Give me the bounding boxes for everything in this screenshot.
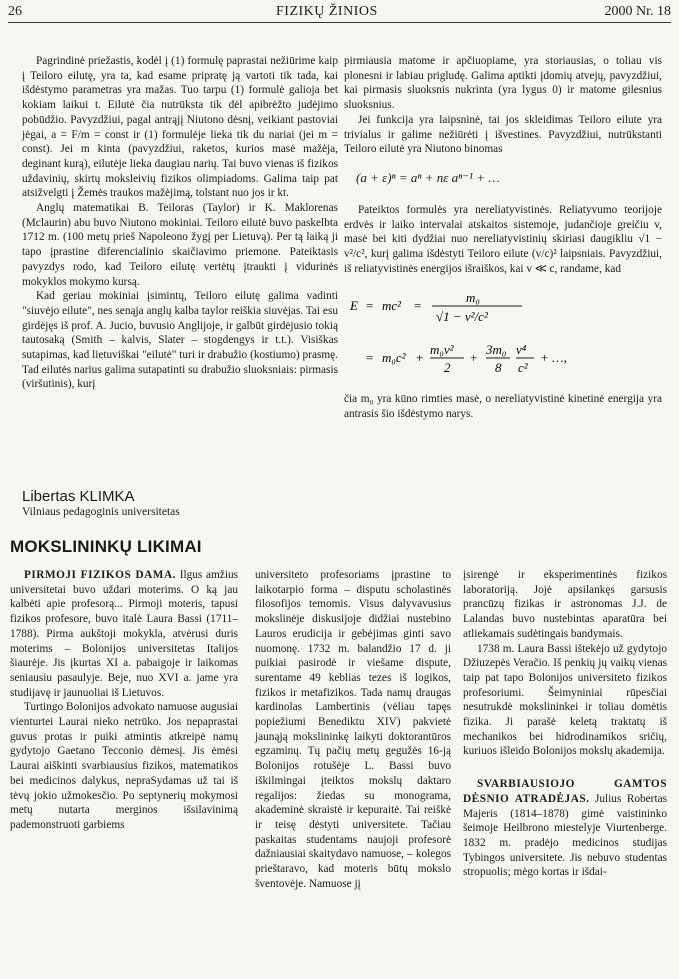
paragraph: įsirengė ir eksperimentinės fizikos laboratoriją. Jojė apsilankęs garsusis prancūzų fizikas ir astronomas J.J. de Lalandas buvo nustebintas aparatūra bei atliekamais sudėtingais bandymais. (463, 569, 667, 640)
page-header (0, 2, 679, 24)
run-in-heading: PIRMOJI FIZIKOS DAMA. (24, 569, 176, 581)
paragraph (463, 777, 667, 880)
formula-r2-den2a: 8 (495, 360, 502, 376)
formula-r2-den2b: c² (518, 360, 528, 376)
article2-column-1 (10, 568, 238, 833)
paragraph: Kad geriau mokiniai įsimintų, Teiloro eilutę galima vadinti "siuvėjo eilute", nes senąja anglų kalba taylor reiškia siuvėjas. Tai esu girdėjęs iš prof. A. Jucio, buvusio Anglijoje, ir galbūt girdėjusio tokią tautosaką (Smith – kalvis, Slater – stogdengys ir t.t.). Visiškas sutapimas, kad lietuviškai "eilutė" turi ir drabužio (kostiumo) prasmę. Tad eilutės narius galima sutapatinti su drabužio sluoksniais: pirmasis (viršutinis), kurį (22, 290, 338, 391)
section-title: MOKSLININKŲ LIKIMAI (10, 537, 202, 556)
formula-denominator: √1 − v²/c² (436, 309, 488, 325)
author-block (22, 488, 180, 518)
formula-r2-tail: + …, (540, 350, 567, 366)
formula-r2-num1: m₀v² (430, 342, 454, 358)
formula-r2-num2a: 3m₀ (486, 342, 507, 358)
paragraph: Turtingo Bolonijos advokato namuose augusiai vienturtei Laurai nieko netrūko. Jos nepaprastai guvus protas ir puiki atmintis atkreipė namų gydytojo Gaetano Tecconio dėmesį. Jis ėmėsi Laurai aiškinti svarbiausius fizikos, matematikos bei medicinos dalykus, nepraSydamas už tai iš tėvų jokio užmokesčio. Po septynerių mokymosi metų nutarta merginos išsilavinimą pademonstruoti garbiems (10, 701, 238, 831)
issue-label: 2000 Nr. 18 (604, 4, 671, 19)
paragraph: pirmiausia matome ir apčiuopiame, yra storiausias, o toliau vis plonesni ir labiau prigludę. Galima aptikti įdomių atvejų, pavyzdžiui, kai pirmasis sluoksnis nukrinta (yra lygus 0) ir matome gilesnius sluoksnius. (344, 55, 662, 112)
energy-formula (344, 284, 662, 384)
formula-m0: m₀ (466, 290, 480, 306)
binomial-formula (344, 165, 662, 195)
paragraph-text: Ilgus amžius universitetai buvo uždari moterims. O ką jau kalbėti apie profesorą... Pirmoji moteris, tapusi fizikos profesore, buvo italė Laura Bassi (1711–1788). Pirma aukštoji mokykla, atvėrusi duris moterims – Bolonijos universitetas Italijos šiaurėje. Jis įkurtas XI a. pabaigoje ir laikomas seniausiu pasaulyje. Beje, nuo XVI a. jame yra studijavę ir jaunuoliai iš Lietuvos. (10, 569, 239, 699)
article2-column-2 (255, 568, 451, 891)
journal-title: FIZIKŲ ŽINIOS (276, 4, 378, 19)
run-in-heading: SVARBIAUSIOJO GAMTOS DĖSNIO ATRADĖJAS. (463, 778, 667, 805)
formula-r2-num2b: v⁴ (516, 342, 527, 358)
paragraph: universiteto profesoriams įprastine to laikotarpio forma – disputu scholastinės filosofijos temomis. Visus dalyvavusius mokslinėje diskusijoje didžiai nustebino Lauros erudicija ir gebėjimas ginti savo nuomonę. 1732 m. balandžio 17 d. ji puikiai pasirodė ir viešame dispute, surentame 49 keblias tezes iš logikos, fizikos ir metafizikos. Tada namų draugas kardinolas Lambertinis (vėliau tapęs popiežiumi Benediktu XIV) pakvietė jaunąją mokslininkę laikyti doktorantūros egzaminų. Tų pačių metų gegužės 16-ją Bolonijos rotušėje L. Bassi buvo iškilmingai įteiktos mokslų daktaro regalijos: žiedas su monograma, akademinė skraistė ir kepuraitė. Tai reiškė ir teisę dėstyti universitete. Tačiau paskaitas studentams naujoji profesorė dažniausiai skaitydavo namuose, – kolegos prieštaravo, kad moteris būtų mokslo šventovėje. Namuose jį (255, 569, 451, 890)
article2-column-3 (463, 568, 667, 880)
formula-plus2: + (470, 350, 478, 366)
formula-text: (a + ε)ⁿ = aⁿ + nε aⁿ⁻¹ + … (356, 169, 500, 185)
author-name: Libertas KLIMKA (22, 488, 135, 505)
author-affiliation: Vilniaus pedagoginis universitetas (22, 506, 180, 518)
formula-e: E (350, 298, 358, 314)
formula-plus1: + (416, 350, 424, 366)
header-rule (8, 22, 671, 23)
paragraph: 1738 m. Laura Bassi ištekėjo už gydytojo Džiuzepės Veračio. Iš penkių jų vaikų vienas taip pat tapo Bolonijos universiteto fizikos profesoriumi. Šeimyniniai rūpesčiai nesutrukdė mokslininkei ir toliau domėtis fizika. Ji parašė keletą traktatų iš mechanikos bei hidrodinamikos sričių, kuriuos išleido Bolonijos mokslų akademija. (463, 642, 667, 758)
formula-r2-den1: 2 (444, 360, 451, 376)
formula-eq2: = (414, 298, 422, 314)
page-number: 26 (8, 4, 22, 19)
formula-eq1: = (366, 298, 374, 314)
formula-r2-a: m₀c² (382, 350, 406, 366)
article1-column-left (22, 54, 338, 392)
paragraph: Pateiktos formulės yra nereliatyvistinės. Reliatyvumo teorijoje erdvės ir laiko intervalai atskaitos sistemoje, judančioje greičiu v, masė bei kiti dydžiai nuo nereliatyvistinių skiriasi daugikliu √1 − v²/c², kurį galima išdėstyti Teiloro eilute (v/c)² laipsniais. Pavyzdžiui, iš reliatyvistinės energijos išraiškos, kai v ≪ c, randame, kad (344, 203, 662, 275)
energy-formula-svg (344, 284, 662, 384)
paragraph (10, 568, 238, 700)
paragraph-text: Julius Robertas Majeris (1814–1878) gimė vaistininko šeimoje Heilbrono miestelyje Viurtenberge. 1832 m. pradėjo medicinos studijas Tybingos universitete. Jis nebuvo studentas stropuolis; mėgo kortas ir išdai- (463, 792, 667, 879)
paragraph: čia m₀ yra kūno rimties masė, o nereliatyvistinė kinetinė energija yra antrasis šio išdėstymo narys. (344, 393, 662, 421)
formula-mc2: mc² (382, 298, 402, 314)
paragraph: Pagrindinė priežastis, kodėl į (1) formulę paprastai nežiūrime kaip į Teiloro eilutę, yra ta, kad esame pripratę ją vartoti tik tada, kai išdėstymo parametras yra mažas. Tuo tarpu (1) formulė galioja bet kokiam laikui t. Eilutė čia nutrūksta tik dėl apibrėžto judėjimo pobūdžio. Pavyzdžiui, pagal antrąjį Niutono dėsnį, veikiant pastoviai jėgai, a = F/m = const ir (1) formulėje lieka tik du nariai (jei m = const). Jei m kinta (pavyzdžiui, raketos, kurios masė mažėja, deginant kurą), eilutėje lieka daugiau narių. Tai buvo vienas iš fizikos uždavinių, skirtų moksleivių fizikos olimpiadoms. Galima taip pat atsižvelgti į Žemės traukos mažėjimą, tolstant nuo jos ir kt. (22, 55, 338, 200)
formula-eq3: = (366, 350, 374, 366)
paragraph: Anglų matematikai B. Teiloras (Taylor) ir K. Maklorenas (Mclaurin) abu buvo Niutono mokiniai. Teiloro eilutė buvo paskelbta 1712 m. (100 metų prieš Napoleono žygį per Lietuvą). Per tą laiką ji tapo įprastine diferencialinio skaičiavimo priemone. Pateiktasis pavyzdys rodo, kad Teiloro eilutę vertėtų įtraukti į vidurinės mokyklos mokymo kursą. (22, 202, 338, 288)
paragraph: Jei funkcija yra laipsninė, tai jos skleidimas Teiloro eilute yra trivialus ir galime nežiūrėti į išvestines. Pavyzdžiui, nutrūkstanti Teiloro eilutė yra Niutono binomas (344, 113, 662, 156)
article1-column-right (344, 54, 662, 422)
